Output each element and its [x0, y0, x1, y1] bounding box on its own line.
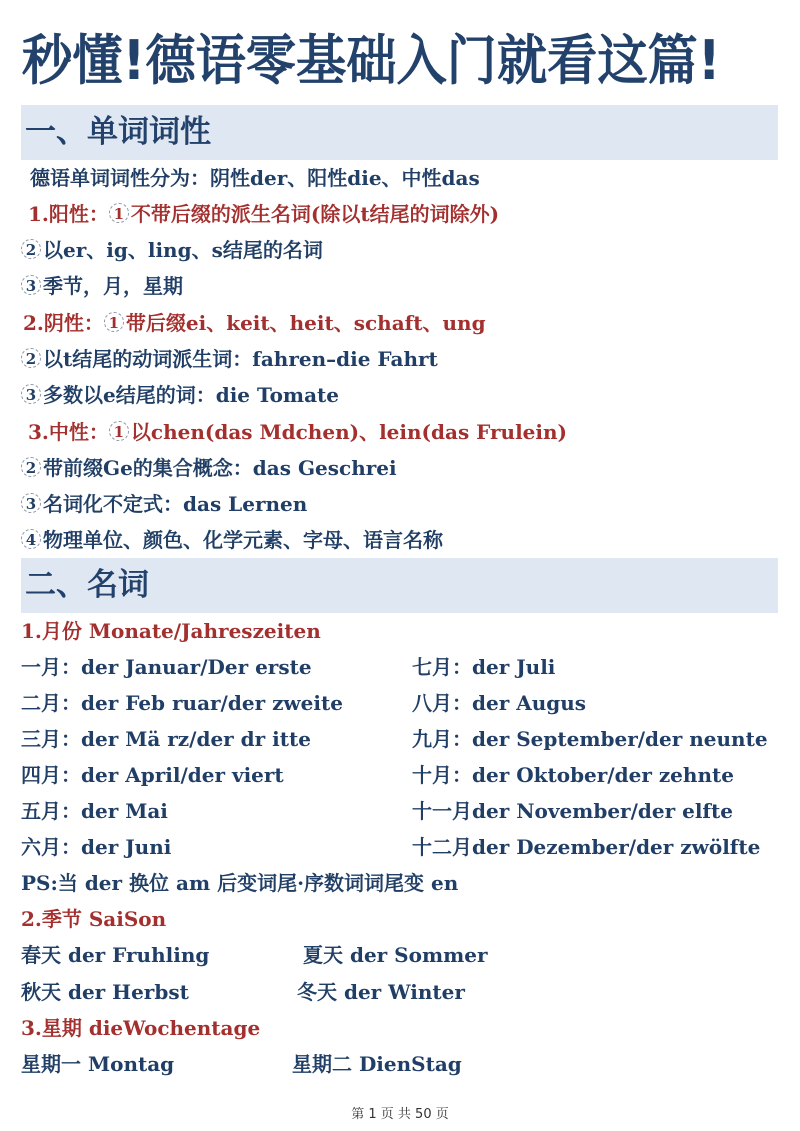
month-item: 二月：der Feb ruar/der zweite: [21, 691, 343, 715]
masculine-item-1: [28, 200, 499, 228]
circled-number-icon: 3: [21, 493, 41, 513]
circled-number-icon: 1: [109, 421, 129, 441]
neuter-item-2: [21, 454, 397, 482]
section-title: 一、单词词性: [25, 114, 211, 150]
month-item: 九月：der September/der neunte: [412, 727, 768, 751]
circled-number-icon: 1: [109, 203, 129, 223]
circled-number-icon: 4: [21, 529, 41, 549]
weekday-item: 星期一 Montag: [21, 1052, 175, 1076]
item-text: 季节，月，星期: [43, 274, 183, 298]
item-text: 以er、ig、ling、s结尾的名词: [43, 238, 323, 262]
item-text: 带后缀ei、keit、heit、schaft、ung: [125, 311, 486, 335]
circled-number-icon: 2: [21, 457, 41, 477]
seasons-heading: 2.季节 SaiSon: [21, 907, 167, 931]
month-item: 三月：der Mä rz/der dr itte: [21, 727, 311, 751]
neuter-heading: 3.中性：: [28, 420, 109, 444]
feminine-heading: 2.阴性：: [23, 311, 104, 335]
circled-number-icon: 2: [21, 348, 41, 368]
item-text: 不带后缀的派生名词(除以t结尾的词除外): [130, 202, 500, 226]
month-item: 四月：der April/der viert: [21, 763, 284, 787]
section-title: 二、名词: [25, 567, 149, 603]
feminine-item-1: [23, 309, 486, 337]
month-item: 十一月der November/der elfte: [412, 799, 733, 823]
season-item: 秋天 der Herbst: [21, 980, 189, 1004]
month-item: 七月：der Juli: [412, 655, 556, 679]
feminine-item-3: [21, 381, 339, 409]
neuter-item-3: [21, 490, 307, 518]
circled-number-icon: 3: [21, 384, 41, 404]
weekday-item: 星期二 DienStag: [292, 1052, 462, 1076]
month-item: 十月：der Oktober/der zehnte: [412, 763, 734, 787]
circled-number-icon: 1: [104, 312, 124, 332]
circled-number-icon: 2: [21, 239, 41, 259]
month-item: 八月：der Augus: [412, 691, 587, 715]
month-item: 一月：der Januar/Der erste: [21, 655, 312, 679]
season-item: 冬天 der Winter: [297, 980, 465, 1004]
gender-intro: 德语单词词性分为：阴性der、阳性die、中性das: [30, 166, 480, 190]
item-text: 以t结尾的动词派生词：fahren–die Fahrt: [43, 347, 438, 371]
neuter-item-4: [21, 526, 443, 554]
item-text: 以chen(das Mdchen)、lein(das Frulein): [130, 420, 568, 444]
month-item: 六月：der Juni: [21, 835, 172, 859]
page-title: 秒懂!德语零基础入门就看这篇!: [22, 29, 721, 92]
item-text: 名词化不定式：das Lernen: [43, 492, 308, 516]
section-header-gender: [21, 105, 778, 160]
item-text: 多数以e结尾的词：die Tomate: [43, 383, 340, 407]
section-header-nouns: [21, 558, 778, 613]
page-footer: 第 1 页 共 50 页: [351, 1107, 449, 1122]
masculine-item-3: [21, 272, 183, 300]
masculine-item-2: [21, 236, 323, 264]
item-text: 物理单位、颜色、化学元素、字母、语言名称: [43, 528, 443, 552]
masculine-heading: 1.阳性：: [28, 202, 109, 226]
weekdays-heading: 3.星期 dieWochentage: [21, 1016, 261, 1040]
months-note: PS:当 der 换位 am 后变词尾·序数词词尾变 en: [21, 871, 459, 895]
season-item: 春天 der Fruhling: [21, 943, 210, 967]
month-item: 五月：der Mai: [21, 799, 168, 823]
month-item: 十二月der Dezember/der zwölfte: [412, 835, 761, 859]
item-text: 带前缀Ge的集合概念：das Geschrei: [43, 456, 397, 480]
circled-number-icon: 3: [21, 275, 41, 295]
feminine-item-2: [21, 345, 438, 373]
season-item: 夏天 der Sommer: [303, 943, 488, 967]
neuter-item-1: [28, 418, 567, 446]
months-heading: 1.月份 Monate/Jahreszeiten: [21, 619, 321, 643]
